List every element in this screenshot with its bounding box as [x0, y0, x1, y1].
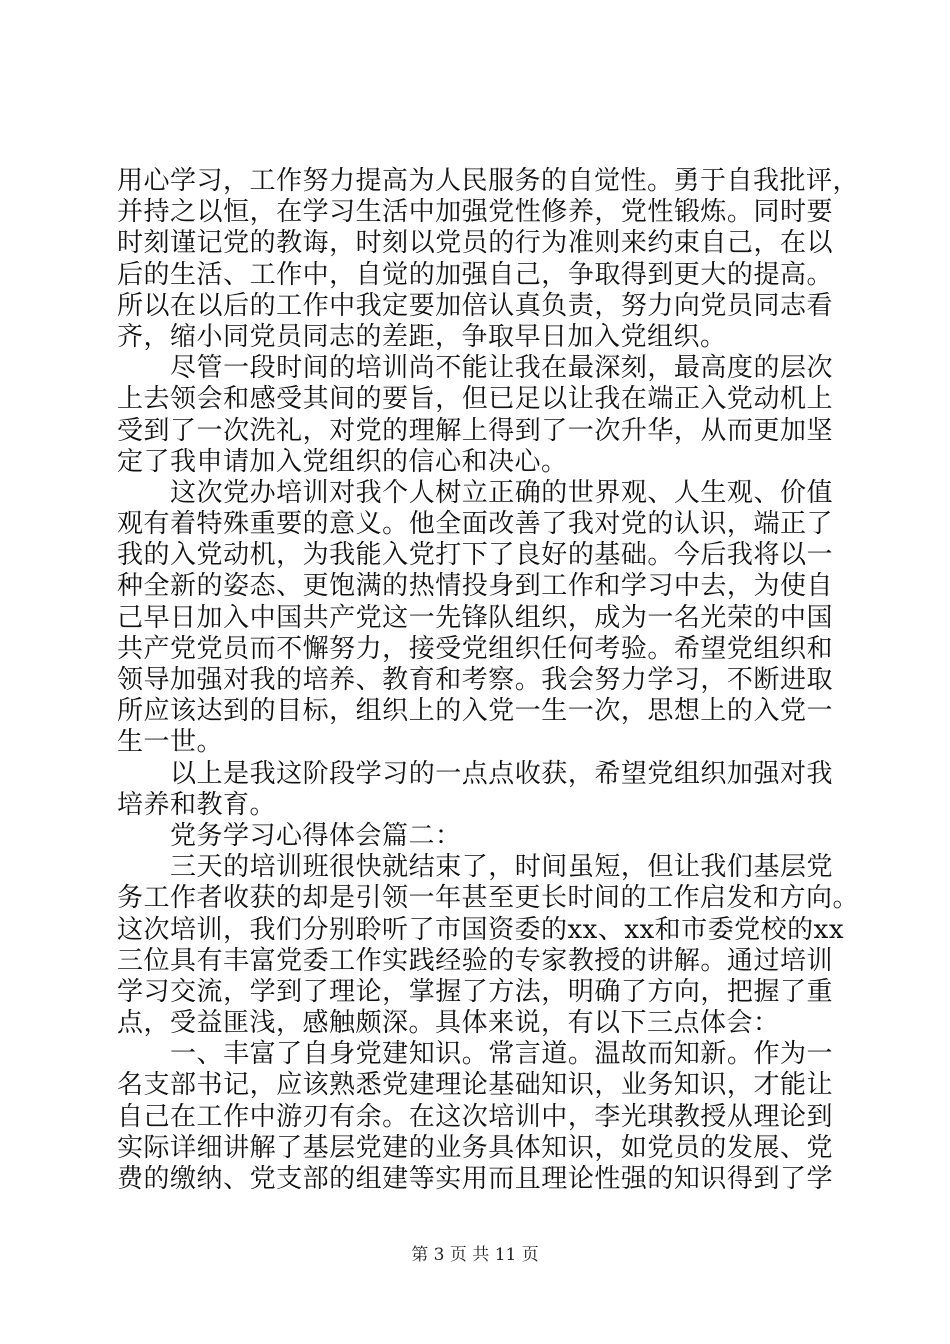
text-line: 这次培训，我们分别聆听了市国资委的xx、xx和市委党校的xx: [117, 914, 844, 945]
page-number-footer: 第 3 页 共 11 页: [411, 1245, 539, 1265]
text-line: 齐，缩小同党员同志的差距，争取早日加入党组织。: [117, 321, 727, 352]
text-line: 三位具有丰富党委工作实践经验的专家教授的讲解。通过培训: [117, 945, 833, 976]
text-line: 三天的培训班很快就结束了，时间虽短，但让我们基层党: [117, 852, 833, 883]
text-line: 生一世。: [117, 727, 224, 758]
text-line: 共产党党员而不懈努力，接受党组织任何考验。希望党组织和: [117, 633, 833, 664]
text-line: 费的缴纳、党支部的组建等实用而且理论性强的知识得到了学: [117, 1164, 833, 1194]
text-line: 自己在工作中游刃有余。在这次培训中，李光琪教授从理论到: [117, 1101, 833, 1132]
text-line: 这次党办培训对我个人树立正确的世界观、人生观、价值: [117, 477, 833, 508]
text-line: 观有着特殊重要的意义。他全面改善了我对党的认识，端正了: [117, 509, 833, 540]
text-line: 用心学习，工作努力提高为人民服务的自觉性。勇于自我批评，: [117, 166, 860, 196]
text-line: 种全新的姿态、更饱满的热情投身到工作和学习中去，为使自: [117, 571, 833, 602]
text-line: 所应该达到的目标，组织上的入党一生一次，思想上的入党一: [117, 696, 833, 727]
document-body: [117, 166, 860, 1195]
text-line: 一、丰富了自身党建知识。常言道。温故而知新。作为一: [117, 1039, 833, 1070]
text-line: 定了我申请加入党组织的信心和决心。: [117, 446, 568, 477]
text-line: 领导加强对我的培养、教育和考察。我会努力学习，不断进取: [117, 665, 833, 695]
text-line: 并持之以恒，在学习生活中加强党性修养，党性锻炼。同时要: [117, 197, 833, 228]
text-line: 学习交流，学到了理论，掌握了方法，明确了方向，把握了重: [117, 976, 833, 1007]
text-line: 名支部书记，应该熟悉党建理论基础知识，业务知识，才能让: [117, 1070, 833, 1101]
text-line: 尽管一段时间的培训尚不能让我在最深刻，最高度的层次: [117, 353, 833, 384]
text-line: 务工作者收获的却是引领一年甚至更长时间的工作启发和方向。: [117, 883, 860, 914]
text-line: 培养和教育。: [117, 789, 277, 820]
text-line: 时刻谨记党的教诲，时刻以党员的行为准则来约束自己，在以: [117, 228, 833, 259]
text-line: 受到了一次洗礼，对党的理解上得到了一次升华，从而更加坚: [117, 415, 833, 446]
text-line: 点，受益匪浅，感触颇深。具体来说，有以下三点体会：: [117, 1008, 780, 1039]
text-line: 所以在以后的工作中我定要加倍认真负责，努力向党员同志看: [117, 290, 833, 321]
text-line: 己早日加入中国共产党这一先锋队组织，成为一名光荣的中国: [117, 602, 833, 633]
text-line: 以上是我这阶段学习的一点点收获，希望党组织加强对我: [117, 758, 833, 789]
text-line: 我的入党动机，为我能入党打下了良好的基础。今后我将以一: [117, 540, 833, 571]
section-heading: 党务学习心得体会篇二：: [117, 820, 462, 851]
text-line: 实际详细讲解了基层党建的业务具体知识，如党员的发展、党: [117, 1132, 833, 1163]
text-line: 后的生活、工作中，自觉的加强自己，争取得到更大的提高。: [117, 259, 833, 290]
text-line: 上去领会和感受其间的要旨，但已足以让我在端正入党动机上: [117, 384, 833, 415]
